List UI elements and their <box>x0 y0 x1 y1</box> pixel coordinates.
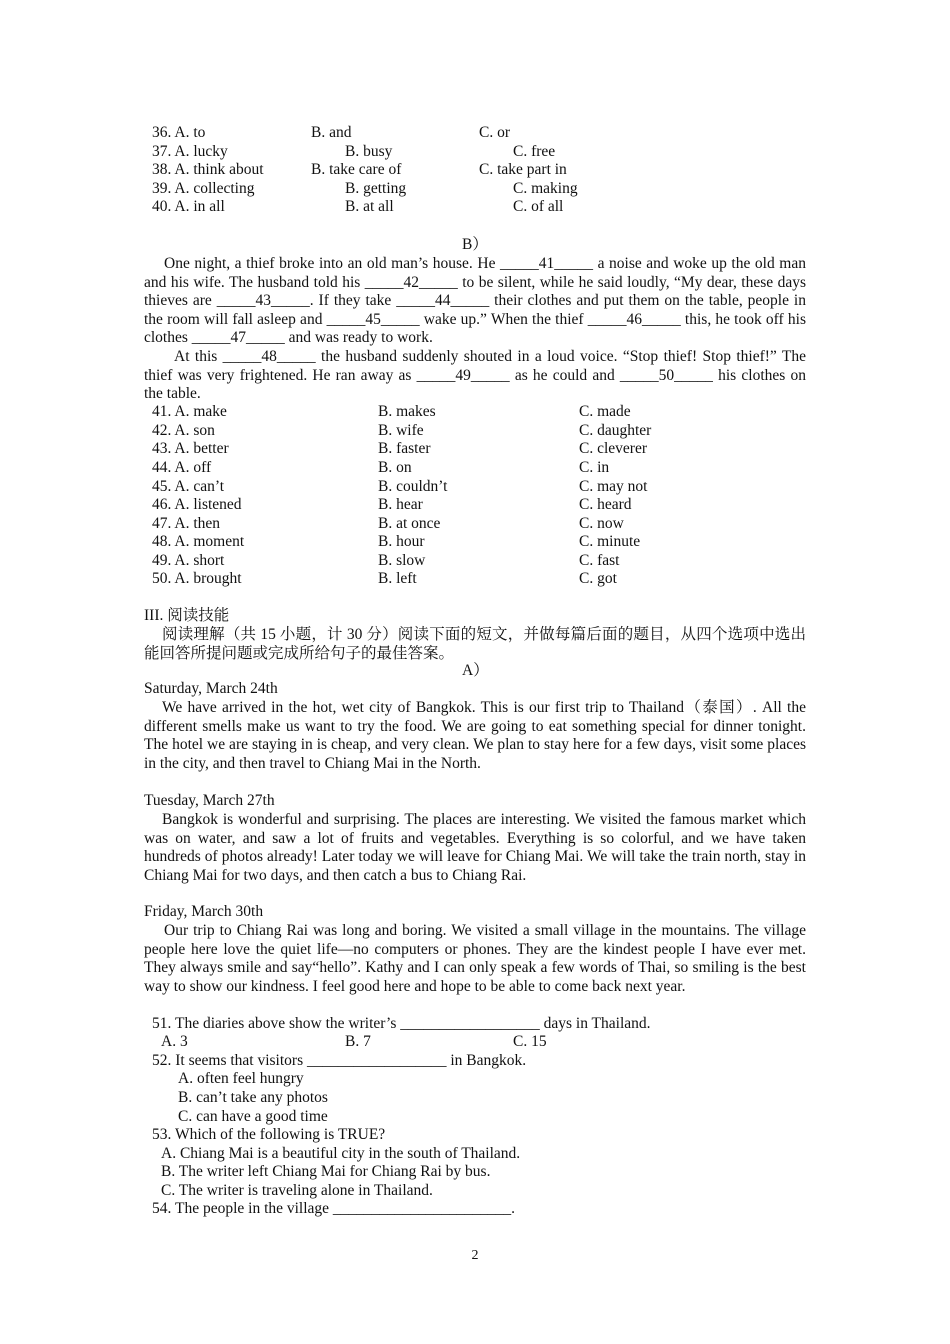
q37-b: B. busy <box>345 143 393 160</box>
q52-a: A. often feel hungry <box>178 1070 304 1087</box>
q40-b: B. at all <box>345 198 394 215</box>
section-3-heading: III. 阅读技能 <box>144 607 230 624</box>
q40-a: 40. A. in all <box>152 198 225 215</box>
q51-a: A. 3 <box>161 1033 188 1050</box>
q38-c: C. take part in <box>479 161 567 178</box>
q36-a: 36. A. to <box>152 124 206 141</box>
q37-c: C. free <box>513 143 556 160</box>
q48-b: B. hour <box>378 533 425 550</box>
q36-c: C. or <box>479 124 510 141</box>
q42-b: B. wife <box>378 422 424 439</box>
q38-a: 38. A. think about <box>152 161 264 178</box>
q50-b: B. left <box>378 570 417 587</box>
q52-c: C. can have a good time <box>178 1108 328 1125</box>
q41-c: C. made <box>579 403 631 420</box>
q51-stem: 51. The diaries above show the writer’s __________________ days in Thailand. <box>152 1015 651 1032</box>
q49-a: 49. A. short <box>152 552 225 569</box>
q47-a: 47. A. then <box>152 515 221 532</box>
diary-date-3: Friday, March 30th <box>144 903 264 920</box>
q44-c: C. in <box>579 459 610 476</box>
q49-b: B. slow <box>378 552 426 569</box>
q38-b: B. take care of <box>311 161 402 178</box>
q39-a: 39. A. collecting <box>152 180 255 197</box>
q46-c: C. heard <box>579 496 632 513</box>
q51-b: B. 7 <box>345 1033 371 1050</box>
q53-stem: 53. Which of the following is TRUE? <box>152 1126 386 1143</box>
diary-date-2: Tuesday, March 27th <box>144 792 275 809</box>
q44-b: B. on <box>378 459 412 476</box>
q39-b: B. getting <box>345 180 407 197</box>
q45-a: 45. A. can’t <box>152 478 225 495</box>
q40-c: C. of all <box>513 198 564 215</box>
section-b-title: B） <box>462 236 488 253</box>
section-3-instruction: 阅读理解（共 15 小题，计 30 分）阅读下面的短文，并做每篇后面的题目，从四个选项中选出能回答所提问题或完成所给句子的最佳答案。 <box>144 626 806 662</box>
section-3-sub-title: A） <box>462 662 489 679</box>
diary-date-1: Saturday, March 24th <box>144 680 278 697</box>
q45-c: C. may not <box>579 478 648 495</box>
q48-c: C. minute <box>579 533 641 550</box>
q52-stem: 52. It seems that visitors __________________ in Bangkok. <box>152 1052 527 1069</box>
q43-a: 43. A. better <box>152 440 229 457</box>
q53-b: B. The writer left Chiang Mai for Chiang Rai by bus. <box>161 1163 491 1180</box>
q41-b: B. makes <box>378 403 436 420</box>
q44-a: 44. A. off <box>152 459 212 476</box>
q42-c: C. daughter <box>579 422 652 439</box>
q54-stem: 54. The people in the village _______________________. <box>152 1200 516 1217</box>
q37-a: 37. A. lucky <box>152 143 228 160</box>
q46-a: 46. A. listened <box>152 496 242 513</box>
q47-b: B. at once <box>378 515 441 532</box>
diary-text-1: We have arrived in the hot, wet city of Bangkok. This is our first trip to Thailand（泰国）. All the different smells make us want to try the food. We are going to eat something special for dinner tonight. The hotel we are staying in is cheap, and very clean. We plan to stay here for a few days, visit some places in the city, and then travel to Chiang Mai in the North. <box>144 699 806 772</box>
section-b-paragraph-2: At this _____48_____ the husband suddenly shouted in a loud voice. “Stop thief! Stop thief!” The thief was very frightened. He ran away as _____49_____ as he could and _____50_____ his clothes on the table. <box>144 348 806 403</box>
q36-b: B. and <box>311 124 352 141</box>
diary-text-2: Bangkok is wonderful and surprising. The places are interesting. We visited the famous market which was on water, and saw a lot of fruits and vegetables. Everything is so colorful, and we have taken hundreds of photos already! Later today we will leave for Chiang Mai. We will take the train north, stay in Chiang Mai for two days, and then catch a bus to Chiang Rai. <box>144 811 806 884</box>
section-b-paragraph-1: One night, a thief broke into an old man’s house. He _____41_____ a noise and woke up the old man and his wife. The husband told his _____42_____ to be silent, while he said loudly, “My dear, these days thieves are _____43_____. If they take _____44_____ their clothes and put them on the table, people in the room will fall asleep and _____45_____ wake up.” When the thief _____46_____ this, he took off his clothes _____47_____ and was ready to work. <box>144 255 806 347</box>
q51-c: C. 15 <box>513 1033 547 1050</box>
q43-b: B. faster <box>378 440 431 457</box>
q47-c: C. now <box>579 515 624 532</box>
q46-b: B. hear <box>378 496 423 513</box>
q50-a: 50. A. brought <box>152 570 242 587</box>
q43-c: C. cleverer <box>579 440 647 457</box>
q50-c: C. got <box>579 570 617 587</box>
q49-c: C. fast <box>579 552 620 569</box>
q41-a: 41. A. make <box>152 403 227 420</box>
q39-c: C. making <box>513 180 578 197</box>
q52-b: B. can’t take any photos <box>178 1089 328 1106</box>
q53-c: C. The writer is traveling alone in Thailand. <box>161 1182 433 1199</box>
q42-a: 42. A. son <box>152 422 215 439</box>
diary-text-3: Our trip to Chiang Rai was long and boring. We visited a small village in the mountains. The village people here love the quiet life—no computers or phones. They are the kindest people I have ever met. They always smile and say“hello”. Kathy and I can only speak a few words of Thai, so smiling is the best way to show our kindness. I feel good here and hope to be able to come back next year. <box>144 922 806 995</box>
q48-a: 48. A. moment <box>152 533 245 550</box>
q45-b: B. couldn’t <box>378 478 448 495</box>
q53-a: A. Chiang Mai is a beautiful city in the south of Thailand. <box>161 1145 521 1162</box>
page-number: 2 <box>471 1248 479 1263</box>
